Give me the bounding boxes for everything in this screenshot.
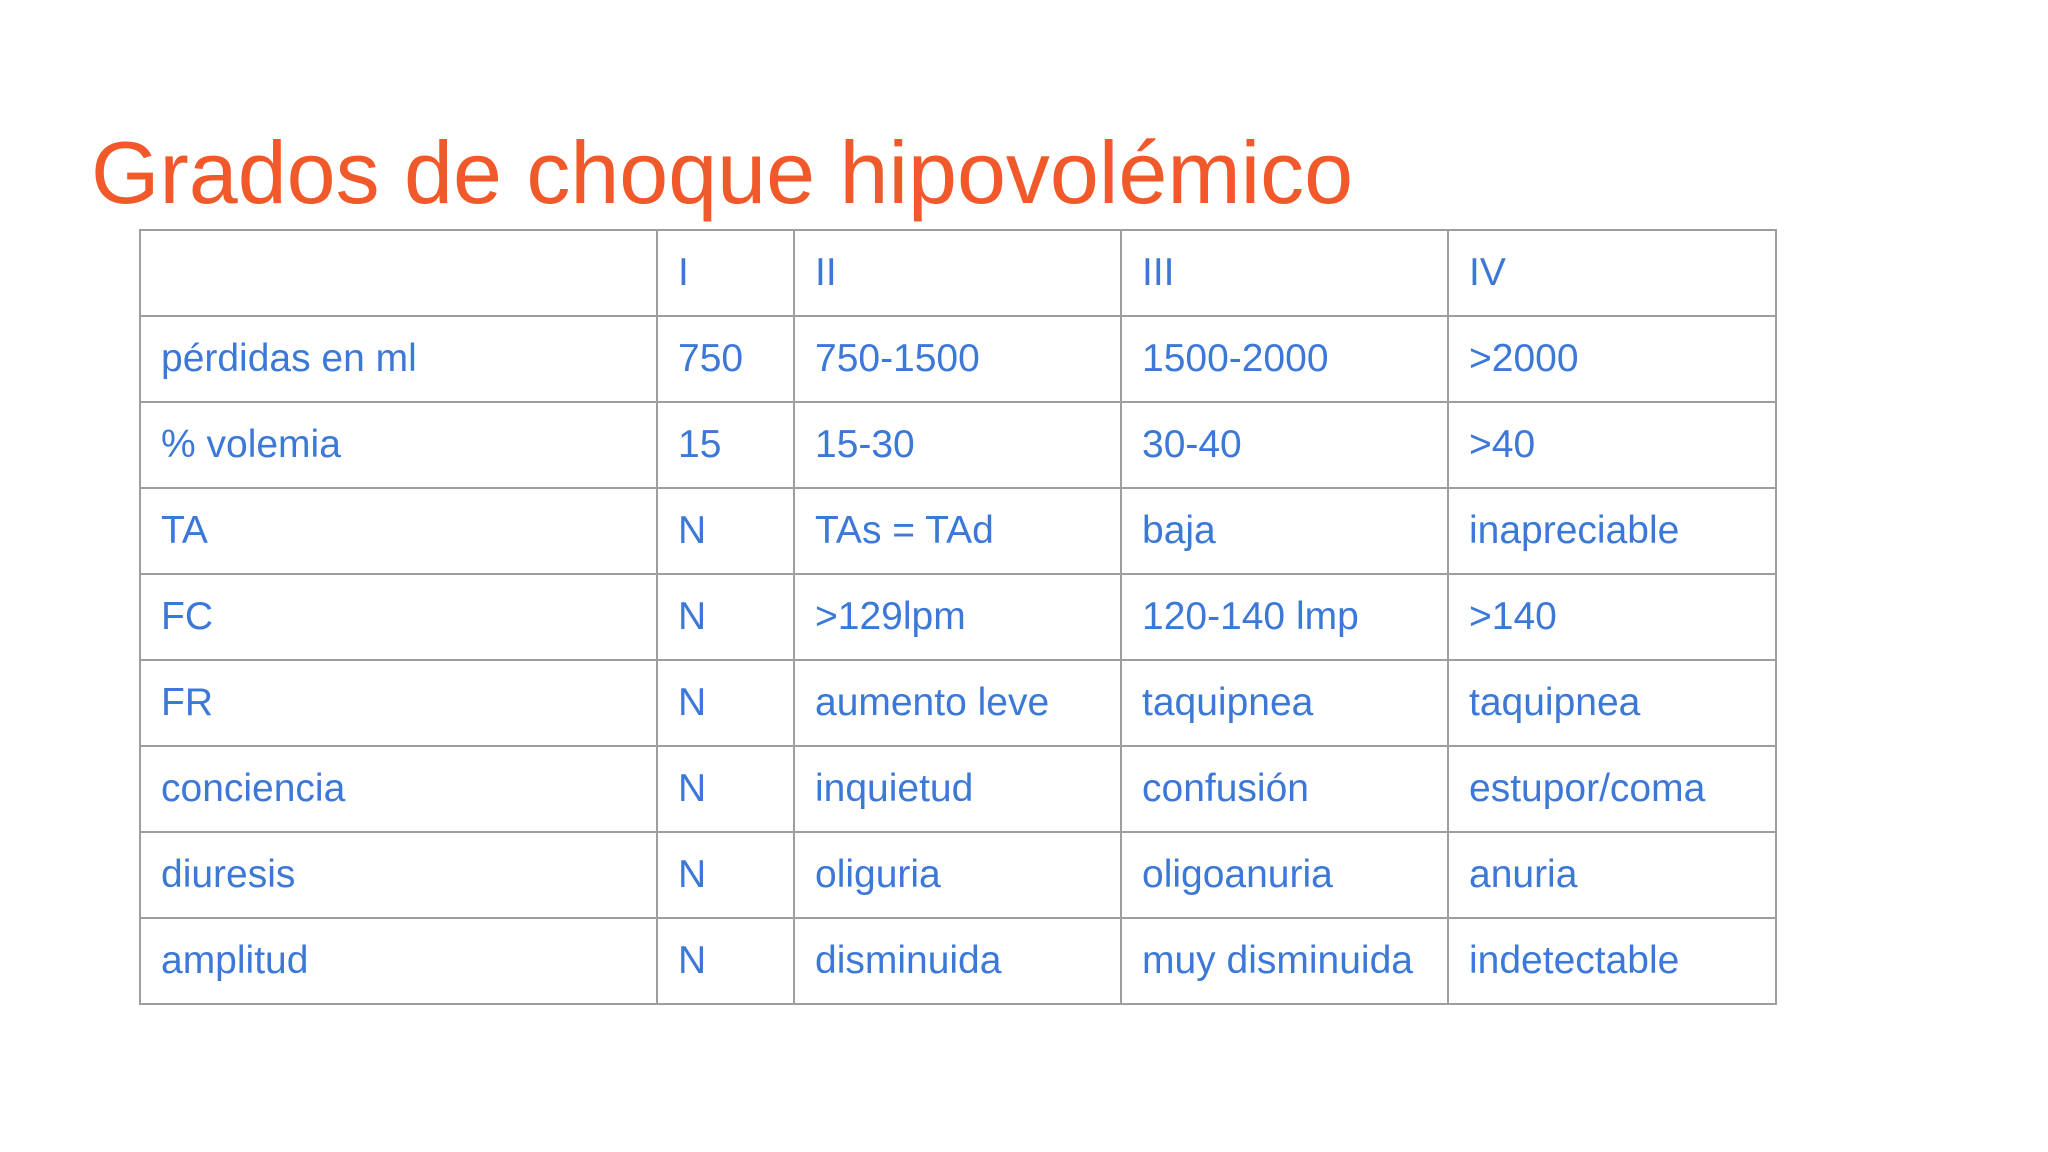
row-label: pérdidas en ml <box>140 316 657 402</box>
table-cell: aumento leve <box>794 660 1121 746</box>
table-cell: 30-40 <box>1121 402 1448 488</box>
row-label: FR <box>140 660 657 746</box>
table-cell: oliguria <box>794 832 1121 918</box>
table-cell: oligoanuria <box>1121 832 1448 918</box>
table-cell: >40 <box>1448 402 1776 488</box>
table-row <box>140 746 1776 832</box>
table-cell: estupor/coma <box>1448 746 1776 832</box>
table-cell: anuria <box>1448 832 1776 918</box>
row-label: amplitud <box>140 918 657 1004</box>
table-cell: 120-140 lmp <box>1121 574 1448 660</box>
table-cell: 750-1500 <box>794 316 1121 402</box>
slide-title: Grados de choque hipovolémico <box>91 123 1354 222</box>
shock-grades-table <box>139 229 1777 1005</box>
row-label: FC <box>140 574 657 660</box>
table-cell: TAs = TAd <box>794 488 1121 574</box>
table-cell: N <box>657 660 794 746</box>
table-cell: taquipnea <box>1121 660 1448 746</box>
table-cell: inquietud <box>794 746 1121 832</box>
table-cell: baja <box>1121 488 1448 574</box>
table-cell: 1500-2000 <box>1121 316 1448 402</box>
row-label: diuresis <box>140 832 657 918</box>
table-cell: inapreciable <box>1448 488 1776 574</box>
header-cell-grade-i: I <box>657 230 794 316</box>
row-label: conciencia <box>140 746 657 832</box>
row-label: % volemia <box>140 402 657 488</box>
table-row <box>140 918 1776 1004</box>
table-row <box>140 488 1776 574</box>
table-cell: N <box>657 574 794 660</box>
table-row <box>140 660 1776 746</box>
table-cell: N <box>657 918 794 1004</box>
table-row <box>140 316 1776 402</box>
table-cell: >2000 <box>1448 316 1776 402</box>
table-cell: >140 <box>1448 574 1776 660</box>
table-cell: 750 <box>657 316 794 402</box>
table-cell: 15 <box>657 402 794 488</box>
table-header-row <box>140 230 1776 316</box>
header-cell-empty <box>140 230 657 316</box>
table-cell: N <box>657 746 794 832</box>
header-cell-grade-iv: IV <box>1448 230 1776 316</box>
header-cell-grade-ii: II <box>794 230 1121 316</box>
table-cell: disminuida <box>794 918 1121 1004</box>
table-cell: muy disminuida <box>1121 918 1448 1004</box>
header-cell-grade-iii: III <box>1121 230 1448 316</box>
table-row <box>140 832 1776 918</box>
table-row <box>140 574 1776 660</box>
table-cell: N <box>657 832 794 918</box>
table-cell: N <box>657 488 794 574</box>
row-label: TA <box>140 488 657 574</box>
table-cell: indetectable <box>1448 918 1776 1004</box>
table-cell: >129lpm <box>794 574 1121 660</box>
table-cell: taquipnea <box>1448 660 1776 746</box>
table-row <box>140 402 1776 488</box>
table-cell: confusión <box>1121 746 1448 832</box>
table-cell: 15-30 <box>794 402 1121 488</box>
